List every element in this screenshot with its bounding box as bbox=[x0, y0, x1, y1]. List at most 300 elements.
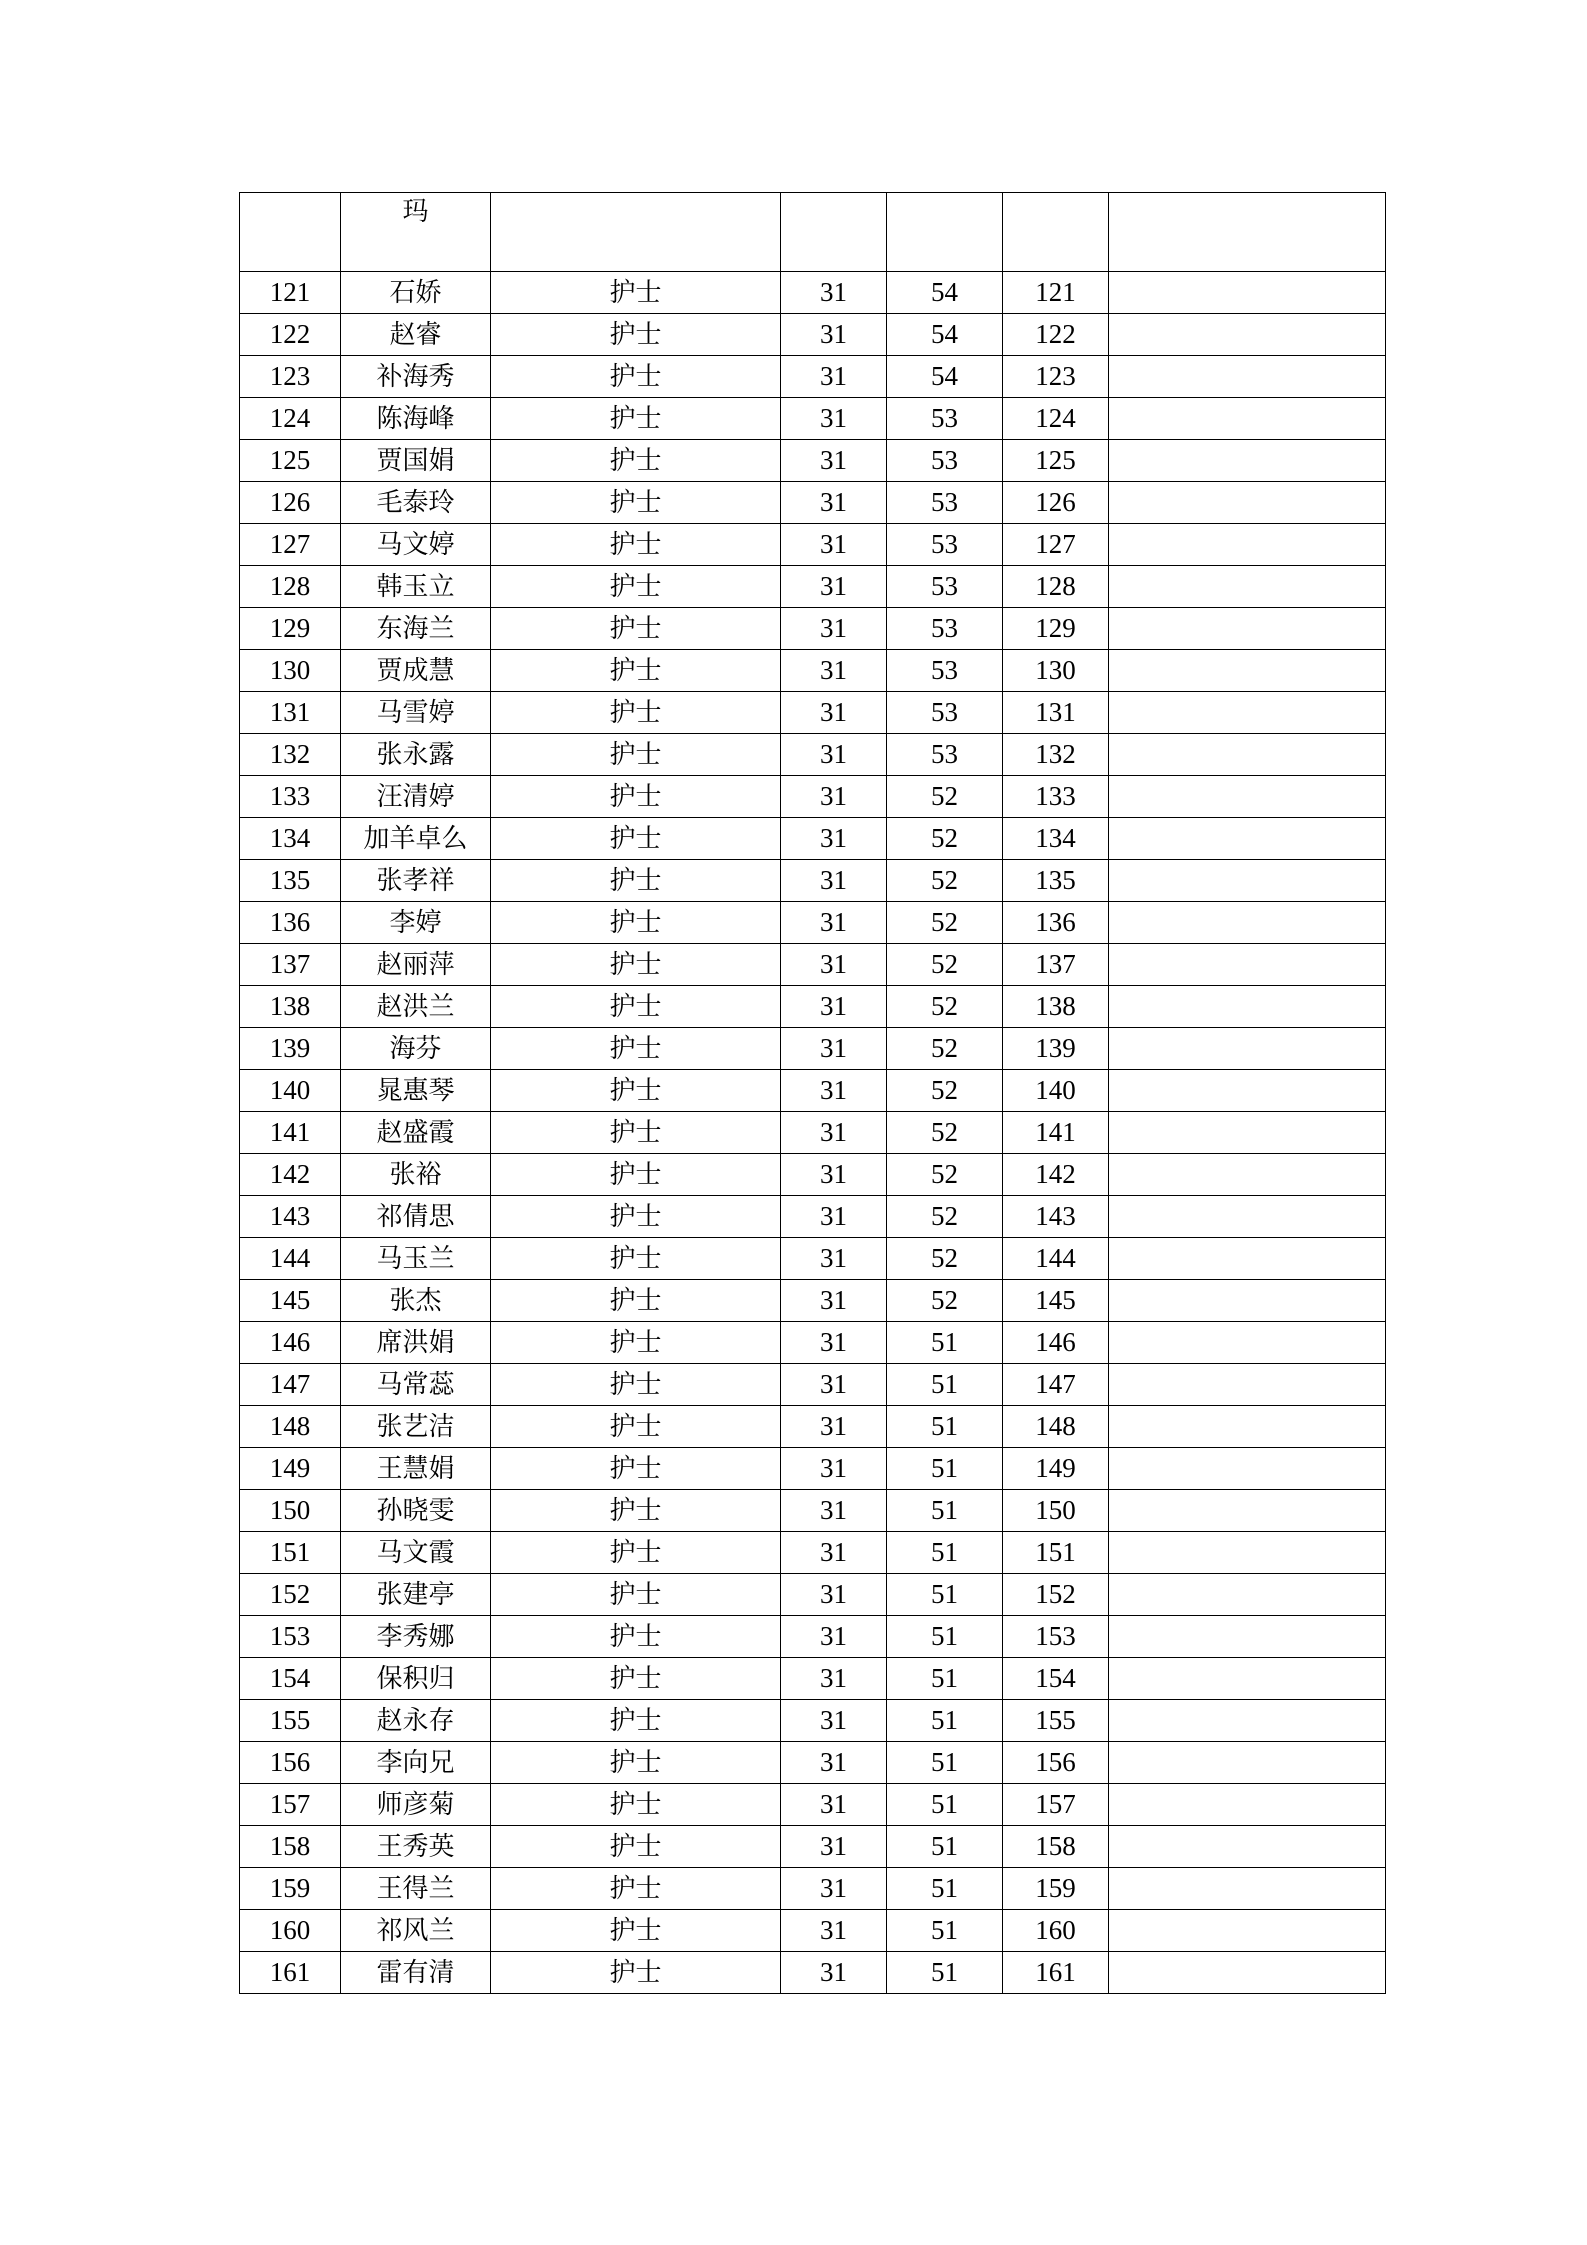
rank-cell: 142 bbox=[1003, 1154, 1109, 1196]
rank-cell: 129 bbox=[1003, 608, 1109, 650]
score-b-cell: 52 bbox=[887, 1112, 1003, 1154]
table-row bbox=[240, 1280, 1386, 1322]
position-cell: 护士 bbox=[491, 1322, 781, 1364]
name-cell: 海芬 bbox=[341, 1028, 491, 1070]
number-cell: 121 bbox=[240, 272, 341, 314]
rank-cell: 159 bbox=[1003, 1868, 1109, 1910]
position-cell: 护士 bbox=[491, 1868, 781, 1910]
position-cell: 护士 bbox=[491, 272, 781, 314]
remarks-cell bbox=[1109, 1490, 1386, 1532]
table-row bbox=[240, 1070, 1386, 1112]
table-row bbox=[240, 398, 1386, 440]
table-row bbox=[240, 524, 1386, 566]
table-row bbox=[240, 692, 1386, 734]
remarks-cell bbox=[1109, 986, 1386, 1028]
remarks-cell bbox=[1109, 566, 1386, 608]
name-cell: 马玉兰 bbox=[341, 1238, 491, 1280]
rank-cell: 126 bbox=[1003, 482, 1109, 524]
table-row bbox=[240, 1322, 1386, 1364]
position-cell: 护士 bbox=[491, 650, 781, 692]
number-cell: 156 bbox=[240, 1742, 341, 1784]
number-cell: 160 bbox=[240, 1910, 341, 1952]
remarks-cell bbox=[1109, 1910, 1386, 1952]
table-row bbox=[240, 944, 1386, 986]
score-a-cell: 31 bbox=[781, 566, 887, 608]
remarks-cell bbox=[1109, 193, 1386, 272]
number-cell: 145 bbox=[240, 1280, 341, 1322]
position-cell: 护士 bbox=[491, 734, 781, 776]
table-row bbox=[240, 860, 1386, 902]
continuation-row bbox=[240, 193, 1386, 272]
score-a-cell: 31 bbox=[781, 860, 887, 902]
remarks-cell bbox=[1109, 1532, 1386, 1574]
score-b-cell: 53 bbox=[887, 524, 1003, 566]
name-cell: 李婷 bbox=[341, 902, 491, 944]
number-cell: 122 bbox=[240, 314, 341, 356]
score-b-cell: 51 bbox=[887, 1910, 1003, 1952]
remarks-cell bbox=[1109, 860, 1386, 902]
table-row bbox=[240, 1028, 1386, 1070]
score-b-cell: 51 bbox=[887, 1784, 1003, 1826]
rank-cell: 131 bbox=[1003, 692, 1109, 734]
remarks-cell bbox=[1109, 1238, 1386, 1280]
rank-cell: 133 bbox=[1003, 776, 1109, 818]
name-cell: 张永露 bbox=[341, 734, 491, 776]
name-cell: 祁倩思 bbox=[341, 1196, 491, 1238]
position-cell: 护士 bbox=[491, 398, 781, 440]
number-cell: 139 bbox=[240, 1028, 341, 1070]
score-b-cell: 52 bbox=[887, 944, 1003, 986]
table-row bbox=[240, 1868, 1386, 1910]
table-row bbox=[240, 1196, 1386, 1238]
score-b-cell: 53 bbox=[887, 692, 1003, 734]
name-cell: 王得兰 bbox=[341, 1868, 491, 1910]
remarks-cell bbox=[1109, 1196, 1386, 1238]
name-cell: 赵永存 bbox=[341, 1700, 491, 1742]
table-row bbox=[240, 1616, 1386, 1658]
remarks-cell bbox=[1109, 776, 1386, 818]
name-cell: 马文霞 bbox=[341, 1532, 491, 1574]
rank-cell: 122 bbox=[1003, 314, 1109, 356]
table-row bbox=[240, 1154, 1386, 1196]
score-a-cell: 31 bbox=[781, 734, 887, 776]
score-a-cell: 31 bbox=[781, 1322, 887, 1364]
remarks-cell bbox=[1109, 1070, 1386, 1112]
score-b-cell: 51 bbox=[887, 1700, 1003, 1742]
position-cell: 护士 bbox=[491, 1196, 781, 1238]
score-b-cell: 52 bbox=[887, 776, 1003, 818]
name-cell: 孙晓雯 bbox=[341, 1490, 491, 1532]
table-row bbox=[240, 734, 1386, 776]
score-a-cell: 31 bbox=[781, 1112, 887, 1154]
remarks-cell bbox=[1109, 692, 1386, 734]
remarks-cell bbox=[1109, 818, 1386, 860]
number-cell: 141 bbox=[240, 1112, 341, 1154]
remarks-cell bbox=[1109, 1322, 1386, 1364]
score-a-cell: 31 bbox=[781, 902, 887, 944]
score-b-cell: 53 bbox=[887, 650, 1003, 692]
score-a-cell: 31 bbox=[781, 1742, 887, 1784]
rank-cell: 135 bbox=[1003, 860, 1109, 902]
rank-cell: 150 bbox=[1003, 1490, 1109, 1532]
score-a-cell: 31 bbox=[781, 314, 887, 356]
name-cell: 晁惠琴 bbox=[341, 1070, 491, 1112]
name-cell: 张孝祥 bbox=[341, 860, 491, 902]
remarks-cell bbox=[1109, 1616, 1386, 1658]
number-cell: 133 bbox=[240, 776, 341, 818]
rank-cell: 154 bbox=[1003, 1658, 1109, 1700]
remarks-cell bbox=[1109, 1154, 1386, 1196]
score-a-cell: 31 bbox=[781, 272, 887, 314]
score-b-cell: 51 bbox=[887, 1406, 1003, 1448]
name-cell: 雷有清 bbox=[341, 1952, 491, 1994]
rank-cell: 136 bbox=[1003, 902, 1109, 944]
table-row bbox=[240, 776, 1386, 818]
position-cell: 护士 bbox=[491, 524, 781, 566]
name-cell: 马常蕊 bbox=[341, 1364, 491, 1406]
position-cell: 护士 bbox=[491, 1112, 781, 1154]
position-cell: 护士 bbox=[491, 986, 781, 1028]
score-a-cell: 31 bbox=[781, 776, 887, 818]
table-row bbox=[240, 1952, 1386, 1994]
score-a-cell: 31 bbox=[781, 1574, 887, 1616]
number-cell: 144 bbox=[240, 1238, 341, 1280]
table-row bbox=[240, 1826, 1386, 1868]
remarks-cell bbox=[1109, 1364, 1386, 1406]
score-a-cell: 31 bbox=[781, 1490, 887, 1532]
number-cell: 152 bbox=[240, 1574, 341, 1616]
table-row bbox=[240, 482, 1386, 524]
table-row bbox=[240, 1406, 1386, 1448]
number-cell: 150 bbox=[240, 1490, 341, 1532]
position-cell: 护士 bbox=[491, 440, 781, 482]
name-cell: 张艺洁 bbox=[341, 1406, 491, 1448]
rank-cell: 156 bbox=[1003, 1742, 1109, 1784]
score-a-cell: 31 bbox=[781, 1700, 887, 1742]
score-a-cell: 31 bbox=[781, 1658, 887, 1700]
position-cell: 护士 bbox=[491, 818, 781, 860]
position-cell: 护士 bbox=[491, 1448, 781, 1490]
number-cell: 127 bbox=[240, 524, 341, 566]
position-cell: 护士 bbox=[491, 1028, 781, 1070]
score-b-cell: 52 bbox=[887, 1154, 1003, 1196]
position-cell: 护士 bbox=[491, 1826, 781, 1868]
name-cell: 玛 bbox=[341, 193, 491, 272]
score-b-cell: 51 bbox=[887, 1364, 1003, 1406]
position-cell: 护士 bbox=[491, 1742, 781, 1784]
score-a-cell: 31 bbox=[781, 692, 887, 734]
number-cell: 147 bbox=[240, 1364, 341, 1406]
name-cell: 李向兄 bbox=[341, 1742, 491, 1784]
number-cell: 142 bbox=[240, 1154, 341, 1196]
rank-cell: 130 bbox=[1003, 650, 1109, 692]
score-b-cell: 53 bbox=[887, 482, 1003, 524]
number-cell: 155 bbox=[240, 1700, 341, 1742]
number-cell: 146 bbox=[240, 1322, 341, 1364]
table-row bbox=[240, 566, 1386, 608]
table-row bbox=[240, 1490, 1386, 1532]
rank-cell: 157 bbox=[1003, 1784, 1109, 1826]
rank-cell: 151 bbox=[1003, 1532, 1109, 1574]
remarks-cell bbox=[1109, 524, 1386, 566]
score-a-cell: 31 bbox=[781, 1280, 887, 1322]
score-b-cell: 52 bbox=[887, 860, 1003, 902]
number-cell: 158 bbox=[240, 1826, 341, 1868]
score-a-cell bbox=[781, 193, 887, 272]
score-a-cell: 31 bbox=[781, 986, 887, 1028]
position-cell: 护士 bbox=[491, 1658, 781, 1700]
number-cell: 151 bbox=[240, 1532, 341, 1574]
position-cell: 护士 bbox=[491, 1574, 781, 1616]
table-row bbox=[240, 1658, 1386, 1700]
remarks-cell bbox=[1109, 1574, 1386, 1616]
name-cell: 赵睿 bbox=[341, 314, 491, 356]
position-cell: 护士 bbox=[491, 1700, 781, 1742]
table-row bbox=[240, 1448, 1386, 1490]
remarks-cell bbox=[1109, 1952, 1386, 1994]
score-a-cell: 31 bbox=[781, 398, 887, 440]
rank-cell: 155 bbox=[1003, 1700, 1109, 1742]
rank-cell: 132 bbox=[1003, 734, 1109, 776]
score-a-cell: 31 bbox=[781, 1070, 887, 1112]
name-cell: 加羊卓么 bbox=[341, 818, 491, 860]
table-row bbox=[240, 1238, 1386, 1280]
score-a-cell: 31 bbox=[781, 1532, 887, 1574]
number-cell: 123 bbox=[240, 356, 341, 398]
name-cell: 贾国娟 bbox=[341, 440, 491, 482]
rank-cell: 146 bbox=[1003, 1322, 1109, 1364]
score-b-cell: 52 bbox=[887, 1280, 1003, 1322]
name-cell: 张裕 bbox=[341, 1154, 491, 1196]
position-cell: 护士 bbox=[491, 356, 781, 398]
rank-cell: 141 bbox=[1003, 1112, 1109, 1154]
score-b-cell: 53 bbox=[887, 608, 1003, 650]
number-cell: 157 bbox=[240, 1784, 341, 1826]
rank-cell bbox=[1003, 193, 1109, 272]
remarks-cell bbox=[1109, 482, 1386, 524]
position-cell: 护士 bbox=[491, 1784, 781, 1826]
score-a-cell: 31 bbox=[781, 1154, 887, 1196]
score-a-cell: 31 bbox=[781, 524, 887, 566]
score-a-cell: 31 bbox=[781, 650, 887, 692]
rank-cell: 148 bbox=[1003, 1406, 1109, 1448]
name-cell: 保积归 bbox=[341, 1658, 491, 1700]
score-b-cell: 53 bbox=[887, 734, 1003, 776]
name-cell: 王慧娟 bbox=[341, 1448, 491, 1490]
name-cell: 赵丽萍 bbox=[341, 944, 491, 986]
name-cell: 贾成慧 bbox=[341, 650, 491, 692]
remarks-cell bbox=[1109, 1742, 1386, 1784]
score-a-cell: 31 bbox=[781, 1826, 887, 1868]
rank-cell: 160 bbox=[1003, 1910, 1109, 1952]
name-cell: 席洪娟 bbox=[341, 1322, 491, 1364]
rank-cell: 121 bbox=[1003, 272, 1109, 314]
rank-cell: 125 bbox=[1003, 440, 1109, 482]
score-b-cell: 52 bbox=[887, 1238, 1003, 1280]
score-b-cell: 54 bbox=[887, 314, 1003, 356]
score-b-cell: 54 bbox=[887, 356, 1003, 398]
number-cell: 134 bbox=[240, 818, 341, 860]
remarks-cell bbox=[1109, 398, 1386, 440]
name-cell: 马文婷 bbox=[341, 524, 491, 566]
table-row bbox=[240, 356, 1386, 398]
score-b-cell: 51 bbox=[887, 1490, 1003, 1532]
position-cell: 护士 bbox=[491, 1364, 781, 1406]
score-b-cell: 52 bbox=[887, 1196, 1003, 1238]
table-row bbox=[240, 1112, 1386, 1154]
score-a-cell: 31 bbox=[781, 1364, 887, 1406]
position-cell: 护士 bbox=[491, 1154, 781, 1196]
number-cell: 140 bbox=[240, 1070, 341, 1112]
score-b-cell: 53 bbox=[887, 440, 1003, 482]
number-cell: 154 bbox=[240, 1658, 341, 1700]
remarks-cell bbox=[1109, 440, 1386, 482]
position-cell: 护士 bbox=[491, 944, 781, 986]
score-b-cell: 51 bbox=[887, 1952, 1003, 1994]
remarks-cell bbox=[1109, 1406, 1386, 1448]
score-b-cell: 51 bbox=[887, 1448, 1003, 1490]
number-cell: 129 bbox=[240, 608, 341, 650]
remarks-cell bbox=[1109, 314, 1386, 356]
name-cell: 东海兰 bbox=[341, 608, 491, 650]
rank-cell: 158 bbox=[1003, 1826, 1109, 1868]
rank-cell: 140 bbox=[1003, 1070, 1109, 1112]
score-b-cell: 51 bbox=[887, 1574, 1003, 1616]
name-cell: 赵洪兰 bbox=[341, 986, 491, 1028]
rank-cell: 144 bbox=[1003, 1238, 1109, 1280]
table-row bbox=[240, 1364, 1386, 1406]
name-cell: 补海秀 bbox=[341, 356, 491, 398]
score-b-cell: 52 bbox=[887, 1028, 1003, 1070]
rank-cell: 124 bbox=[1003, 398, 1109, 440]
remarks-cell bbox=[1109, 944, 1386, 986]
position-cell: 护士 bbox=[491, 776, 781, 818]
name-cell: 师彦菊 bbox=[341, 1784, 491, 1826]
score-a-cell: 31 bbox=[781, 1616, 887, 1658]
rank-cell: 152 bbox=[1003, 1574, 1109, 1616]
table-row bbox=[240, 314, 1386, 356]
score-b-cell: 53 bbox=[887, 398, 1003, 440]
score-b-cell: 51 bbox=[887, 1742, 1003, 1784]
number-cell: 137 bbox=[240, 944, 341, 986]
remarks-cell bbox=[1109, 1658, 1386, 1700]
remarks-cell bbox=[1109, 1784, 1386, 1826]
rank-cell: 161 bbox=[1003, 1952, 1109, 1994]
score-b-cell: 53 bbox=[887, 566, 1003, 608]
score-b-cell: 51 bbox=[887, 1868, 1003, 1910]
name-cell: 王秀英 bbox=[341, 1826, 491, 1868]
position-cell: 护士 bbox=[491, 1406, 781, 1448]
table-row bbox=[240, 1574, 1386, 1616]
score-b-cell: 51 bbox=[887, 1532, 1003, 1574]
score-a-cell: 31 bbox=[781, 1406, 887, 1448]
position-cell: 护士 bbox=[491, 1238, 781, 1280]
position-cell: 护士 bbox=[491, 1616, 781, 1658]
number-cell: 159 bbox=[240, 1868, 341, 1910]
position-cell bbox=[491, 193, 781, 272]
score-b-cell: 52 bbox=[887, 902, 1003, 944]
table-row bbox=[240, 608, 1386, 650]
rank-cell: 139 bbox=[1003, 1028, 1109, 1070]
rank-cell: 138 bbox=[1003, 986, 1109, 1028]
position-cell: 护士 bbox=[491, 902, 781, 944]
rank-cell: 123 bbox=[1003, 356, 1109, 398]
score-b-cell: 52 bbox=[887, 818, 1003, 860]
number-cell: 125 bbox=[240, 440, 341, 482]
score-b-cell: 51 bbox=[887, 1616, 1003, 1658]
score-a-cell: 31 bbox=[781, 1028, 887, 1070]
remarks-cell bbox=[1109, 272, 1386, 314]
score-b-cell: 51 bbox=[887, 1322, 1003, 1364]
score-a-cell: 31 bbox=[781, 482, 887, 524]
rank-cell: 143 bbox=[1003, 1196, 1109, 1238]
remarks-cell bbox=[1109, 608, 1386, 650]
number-cell: 136 bbox=[240, 902, 341, 944]
position-cell: 护士 bbox=[491, 1952, 781, 1994]
rank-cell: 153 bbox=[1003, 1616, 1109, 1658]
score-a-cell: 31 bbox=[781, 1238, 887, 1280]
number-cell: 143 bbox=[240, 1196, 341, 1238]
table-row bbox=[240, 1742, 1386, 1784]
score-a-cell: 31 bbox=[781, 1196, 887, 1238]
remarks-cell bbox=[1109, 1700, 1386, 1742]
score-b-cell: 54 bbox=[887, 272, 1003, 314]
position-cell: 护士 bbox=[491, 1532, 781, 1574]
number-cell bbox=[240, 193, 341, 272]
table-row bbox=[240, 1784, 1386, 1826]
number-cell: 161 bbox=[240, 1952, 341, 1994]
score-a-cell: 31 bbox=[781, 1868, 887, 1910]
remarks-cell bbox=[1109, 1112, 1386, 1154]
number-cell: 135 bbox=[240, 860, 341, 902]
score-b-cell: 52 bbox=[887, 986, 1003, 1028]
remarks-cell bbox=[1109, 1028, 1386, 1070]
score-b-cell: 52 bbox=[887, 1070, 1003, 1112]
rank-cell: 145 bbox=[1003, 1280, 1109, 1322]
name-cell: 李秀娜 bbox=[341, 1616, 491, 1658]
name-cell: 张杰 bbox=[341, 1280, 491, 1322]
remarks-cell bbox=[1109, 1280, 1386, 1322]
score-a-cell: 31 bbox=[781, 440, 887, 482]
table-row bbox=[240, 818, 1386, 860]
number-cell: 131 bbox=[240, 692, 341, 734]
score-a-cell: 31 bbox=[781, 818, 887, 860]
position-cell: 护士 bbox=[491, 860, 781, 902]
name-cell: 张建亭 bbox=[341, 1574, 491, 1616]
score-a-cell: 31 bbox=[781, 1910, 887, 1952]
position-cell: 护士 bbox=[491, 482, 781, 524]
name-cell: 韩玉立 bbox=[341, 566, 491, 608]
remarks-cell bbox=[1109, 734, 1386, 776]
name-cell: 马雪婷 bbox=[341, 692, 491, 734]
table-row bbox=[240, 1532, 1386, 1574]
name-cell: 石娇 bbox=[341, 272, 491, 314]
number-cell: 128 bbox=[240, 566, 341, 608]
number-cell: 130 bbox=[240, 650, 341, 692]
position-cell: 护士 bbox=[491, 692, 781, 734]
name-cell: 毛泰玲 bbox=[341, 482, 491, 524]
position-cell: 护士 bbox=[491, 566, 781, 608]
table-row bbox=[240, 1700, 1386, 1742]
results-table bbox=[239, 192, 1386, 1994]
name-cell: 赵盛霞 bbox=[341, 1112, 491, 1154]
rank-cell: 128 bbox=[1003, 566, 1109, 608]
remarks-cell bbox=[1109, 902, 1386, 944]
score-a-cell: 31 bbox=[781, 608, 887, 650]
score-a-cell: 31 bbox=[781, 944, 887, 986]
remarks-cell bbox=[1109, 1826, 1386, 1868]
remarks-cell bbox=[1109, 1448, 1386, 1490]
